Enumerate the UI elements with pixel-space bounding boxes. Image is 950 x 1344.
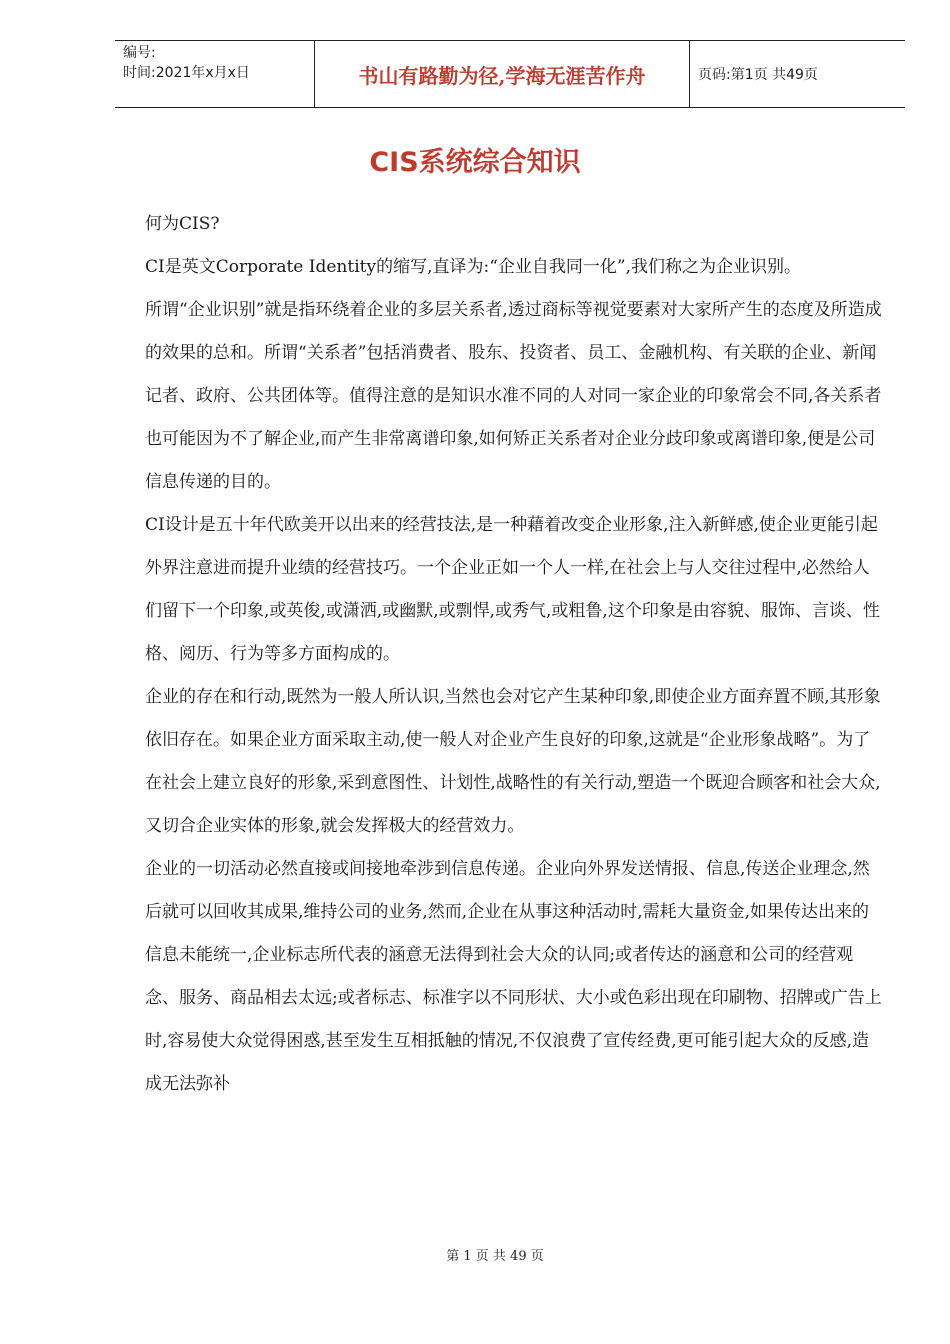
paragraph-corporate-identity: 所谓“企业识别”就是指环绕着企业的多层关系者,透过商标等视觉要素对大家所产生的态度及所造成的效果的总和。所谓“关系者”包括消费者、股东、投资者、员工、金融机构、有关联的企业、新闻记者、政府、公共团体等。值得注意的是知识水准不同的人对同一家企业的印象常会不同,各关系者也可能因为不了解企业,而产生非常离谱印象,如何矫正关系者对企业分歧印象或离谱印象,便是公司信息传递的目的。 — [145, 300, 882, 492]
header-motto: 书山有路勤为径,学海无涯苦作舟 — [315, 41, 690, 107]
document-number-label: 编号: — [123, 45, 156, 61]
document-body — [145, 203, 885, 1106]
paragraph-ci-design: CI设计是五十年代欧美开以出来的经营技法,是一种藉着改变企业形象,注入新鲜感,使企业更能引起外界注意进而提升业绩的经营技巧。一个企业正如一个人一样,在社会上与人交往过程中,必然给人们留下一个印象,或英俊,或潇洒,或幽默,或剽悍,或秀气,或粗鲁,这个印象是由容貌、服饰、言谈、性格、阅历、行为等多方面构成的。 — [145, 515, 880, 664]
paragraph-definition: CI是英文Corporate Identity的缩写,直译为:“企业自我同一化”,我们称之为企业识别。 — [145, 257, 801, 277]
page-footer: 第 1 页 共 49 页 — [446, 1249, 544, 1264]
paragraph-image-strategy: 企业的存在和行动,既然为一般人所认识,当然也会对它产生某种印象,即使企业方面弃置不顾,其形象依旧存在。如果企业方面采取主动,使一般人对企业产生良好的印象,这就是“企业形象战略”。为了在社会上建立良好的形象,采到意图性、计划性,战略性的有关行动,塑造一个既迎合顾客和社会大众,又切合企业实体的形象,就会发挥极大的经营效力。 — [145, 687, 881, 836]
paragraph-question: 何为CIS? — [145, 214, 220, 234]
document-title: CIS系统综合知识 — [369, 147, 581, 178]
paragraph-information-transfer: 企业的一切活动必然直接或间接地牵涉到信息传递。企业向外界发送情报、信息,传送企业理念,然后就可以回收其成果,维持公司的业务,然而,企业在从事这种活动时,需耗大量资金,如果传达出来的信息未能统一,企业标志所代表的涵意无法得到社会大众的认同;或者传达的涵意和公司的经营观念、服务、商品相去太远;或者标志、标准字以不同形状、大小或色彩出现在印刷物、招牌或广告上时,容易使大众觉得困惑,甚至发生互相抵触的情况,不仅浪费了宣传经费,更可能引起大众的反感,造成无法弥补 — [145, 859, 882, 1094]
document-date: 时间:2021年x月x日 — [123, 65, 250, 81]
header-page-number: 页码:第1页 共49页 — [698, 67, 818, 83]
document-header — [115, 40, 905, 108]
header-meta-cell — [115, 41, 315, 107]
